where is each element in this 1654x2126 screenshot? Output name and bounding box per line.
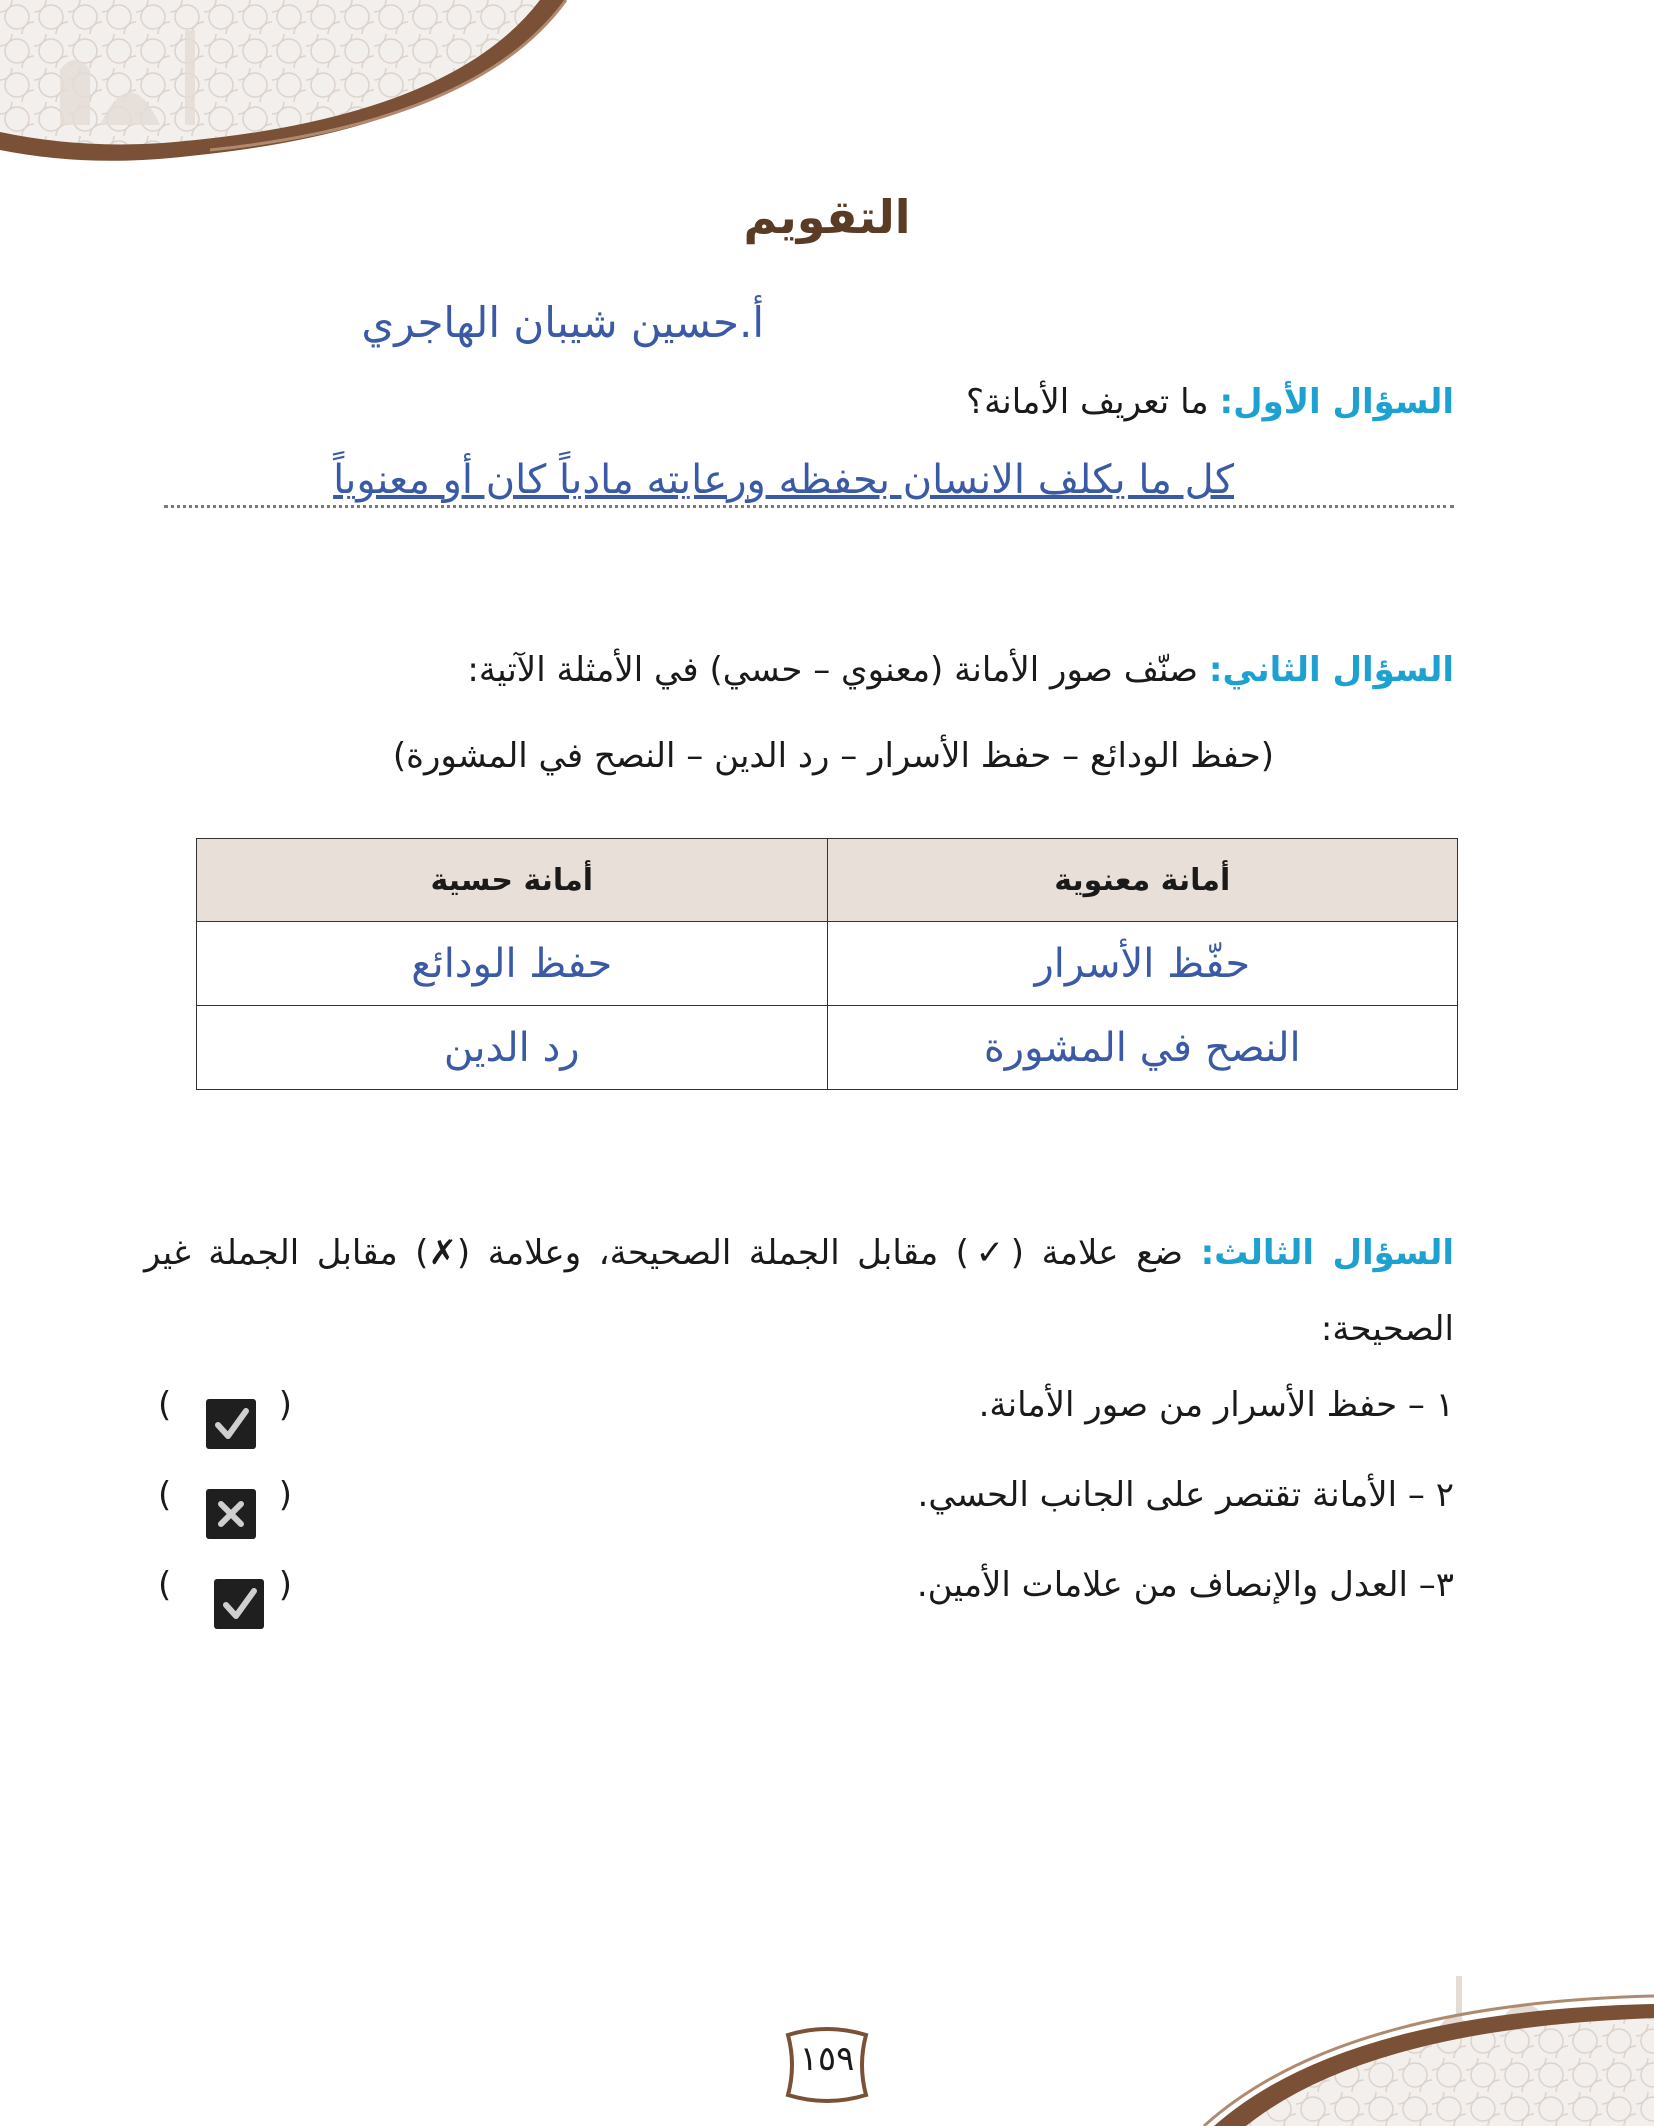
answer-mark-1 [150, 1385, 300, 1445]
question-3 [144, 1215, 1454, 1367]
classification-table [196, 838, 1458, 1090]
author-name: أ.حسين شيبان الهاجري [361, 298, 764, 347]
page-number: ١٥٩ [799, 2039, 855, 2079]
answer-mark-3 [150, 1565, 300, 1625]
question-3-label: السؤال الثالث: [1200, 1233, 1455, 1273]
table-row [197, 1006, 1458, 1090]
paren-close: ) [158, 1565, 172, 1605]
paren-close: ) [158, 1475, 172, 1515]
page-title: التقويم [743, 190, 911, 244]
statement-3: ٣– العدل والإنصاف من علامات الأمين. [916, 1565, 1454, 1605]
table-cell: النصح في المشورة [827, 1006, 1458, 1090]
question-1 [966, 382, 1454, 422]
check-icon [206, 1399, 256, 1449]
header-moral-trust: أمانة معنوية [827, 839, 1458, 922]
statement-2: ٢ – الأمانة تقتصر على الجانب الحسي. [917, 1475, 1454, 1515]
question-2-label: السؤال الثاني: [1208, 650, 1454, 690]
question-1-answer: كل ما يكلف الانسان بحفظه ورعايته مادياً كان أو معنوياً [333, 457, 1234, 503]
page-number-badge [778, 2025, 876, 2105]
question-1-label: السؤال الأول: [1219, 382, 1454, 422]
header-physical-trust: أمانة حسية [197, 839, 828, 922]
decorative-corner-bottom [1194, 1956, 1654, 2126]
question-2-examples: (حفظ الودائع – حفظ الأسرار – رد الدين – النصح في المشورة) [392, 736, 1274, 776]
decorative-corner-top [0, 0, 580, 170]
table-cell: حفّظ الأسرار [827, 922, 1458, 1006]
paren-close: ) [158, 1385, 172, 1425]
question-3-text: ضع علامة (✓) مقابل الجملة الصحيحة، وعلامة (✗) مقابل الجملة غير الصحيحة: [144, 1233, 1454, 1349]
question-2 [467, 650, 1454, 690]
answer-mark-2 [150, 1475, 300, 1535]
paren-open: ( [278, 1475, 292, 1515]
question-1-text: ما تعريف الأمانة؟ [966, 382, 1220, 422]
statement-1: ١ – حفظ الأسرار من صور الأمانة. [978, 1385, 1454, 1425]
cross-icon [206, 1489, 256, 1539]
table-header-row [197, 839, 1458, 922]
question-2-text: صنّف صور الأمانة (معنوي – حسي) في الأمثلة الآتية: [467, 650, 1209, 690]
paren-open: ( [278, 1565, 292, 1605]
table-cell: رد الدين [197, 1006, 828, 1090]
paren-open: ( [278, 1385, 292, 1425]
check-icon [214, 1579, 264, 1629]
table-row [197, 922, 1458, 1006]
table-cell: حفظ الودائع [197, 922, 828, 1006]
